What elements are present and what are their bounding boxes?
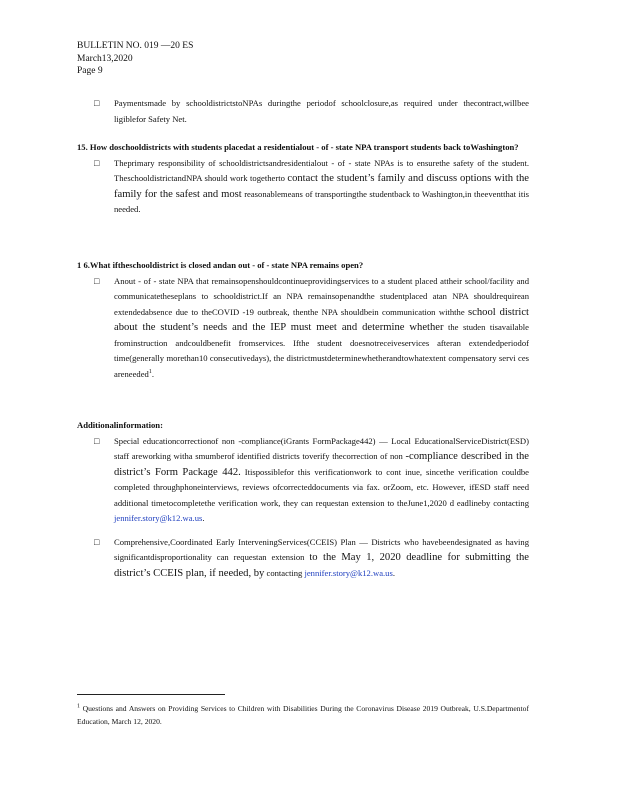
list-item xyxy=(77,96,529,127)
footnote-number: 1 xyxy=(77,703,80,710)
q16-answer-end: . xyxy=(151,368,154,379)
item2-text-part-2: to the May 1, 2020 deadline for submitting the district’s CCEIS plan, if needed, by xyxy=(114,552,529,579)
additional-information-heading: Additionalinformation: xyxy=(77,420,163,430)
question-16-heading: 1 6.What iftheschooldistrict is closed andan out - of - state NPA remains open? xyxy=(77,260,364,270)
q15-answer-part-1: Theprimary responsibility of schooldistrictsandresidentialout - of - state NPAs is to ensurethe safety of the student. TheschooldistrictandNPA should work togetherto xyxy=(114,157,529,183)
q15-answer-part-2: contact the student’s family and discuss options with the family for the safest and most xyxy=(114,173,530,200)
intro-bullet-text: Paymentsmade by schooldistrictstoNPAs duringthe periodof schoolclosure,as required under thecontract,willbee ligiblefor Safety Net. xyxy=(114,98,529,124)
footnote-text: Questions and Answers on Providing Services to Children with Disabilities During the Coronavirus Disease 2019 Outbreak, U.S.Departmentof Education, March 12, 2020. xyxy=(77,704,529,726)
question-15-block xyxy=(77,140,529,218)
page-number: Page 9 xyxy=(77,66,103,76)
bulletin-number: BULLETIN NO. 019 —20 ES xyxy=(77,41,194,51)
item2-end: . xyxy=(392,567,395,578)
q16-answer-part-1: Anout - of - state NPA that remainsopenshouldcontinueprovidingservices to a student placed attheir school/facility and communicatetheseplans to schooldistrict.If an NPA remainsopenandthe studentplaced atan NPA shouldrequirean extendedabsence due to theCOVID -19 outbreak, thenthe NPA shouldbein communication withthe xyxy=(114,275,529,317)
email-link[interactable]: jennifer.story@k12.wa.us xyxy=(114,513,203,523)
q15-answer-part-3: reasonablemeans of transportingthe studentback to Washington,in theeventthat itis needed. xyxy=(114,188,529,214)
bulletin-date: March13,2020 xyxy=(77,53,133,64)
q16-answer-part-2: school district about the student’s needs and the IEP must meet and determine whether xyxy=(114,306,529,333)
checkbox-square-icon: □ xyxy=(94,536,100,547)
list-item xyxy=(77,434,529,527)
list-item xyxy=(77,274,529,383)
footnote xyxy=(77,702,529,728)
checkbox-square-icon: □ xyxy=(94,98,100,108)
checkbox-square-icon: □ xyxy=(94,275,100,286)
item1-text-part-2: -compliance described in the district’s Form Package 442. xyxy=(114,451,530,478)
additional-information-block xyxy=(77,418,529,581)
intro-bullet-block xyxy=(77,96,529,127)
item2-text-part-3: contacting xyxy=(266,567,303,578)
list-item xyxy=(77,156,529,218)
question-16-block xyxy=(77,258,529,382)
question-15-heading: 15. How doschooldistricts with students placedat a residentialout - of - state NPA transport students back toWashington? xyxy=(77,142,519,152)
bulletin-header xyxy=(77,40,193,78)
item1-text-part-1: Special educationcorrectionof non -compliance(iGrants FormPackage442) — Local EducationalServiceDistrict(ESD) staff areworking witha smumberof identified districts toverify thecorrection of non xyxy=(114,435,529,461)
item1-end: . xyxy=(202,513,205,523)
email-link[interactable]: jennifer.story@k12.wa.us xyxy=(304,567,393,578)
q16-answer-part-3: the studen tisavailable frominstruction andcouldbenefit fromservices. Ifthe student doesnotreceiveservices afteran extendedperiodof time(generally morethan10 consecutivedays), the districtmustdeterminewhetherandtowhatextent compensatory servi ces areneeded xyxy=(114,322,529,379)
item1-text-part-3: Itispossiblefor this verificationwork to cont inue, sincethe verification couldbe completed throughphoneinterviews, reviews ofcorrecteddocuments via fax. orZoom, etc. However, ifESD staff need additional timetocompletethe verification work, they can requestan extension to theJune1,2020 d eadlineby contacting xyxy=(114,466,529,508)
list-item xyxy=(77,535,529,582)
item2-text-part-1: Comprehensive,Coordinated Early InterveningServices(CCEIS) Plan — Districts who havebeendesignated as having significantdisproportionality can requestan extension xyxy=(114,536,529,562)
footnote-reference[interactable]: 1 xyxy=(148,368,152,375)
checkbox-square-icon: □ xyxy=(94,435,100,446)
checkbox-square-icon: □ xyxy=(94,157,100,168)
footnote-divider xyxy=(77,694,225,695)
